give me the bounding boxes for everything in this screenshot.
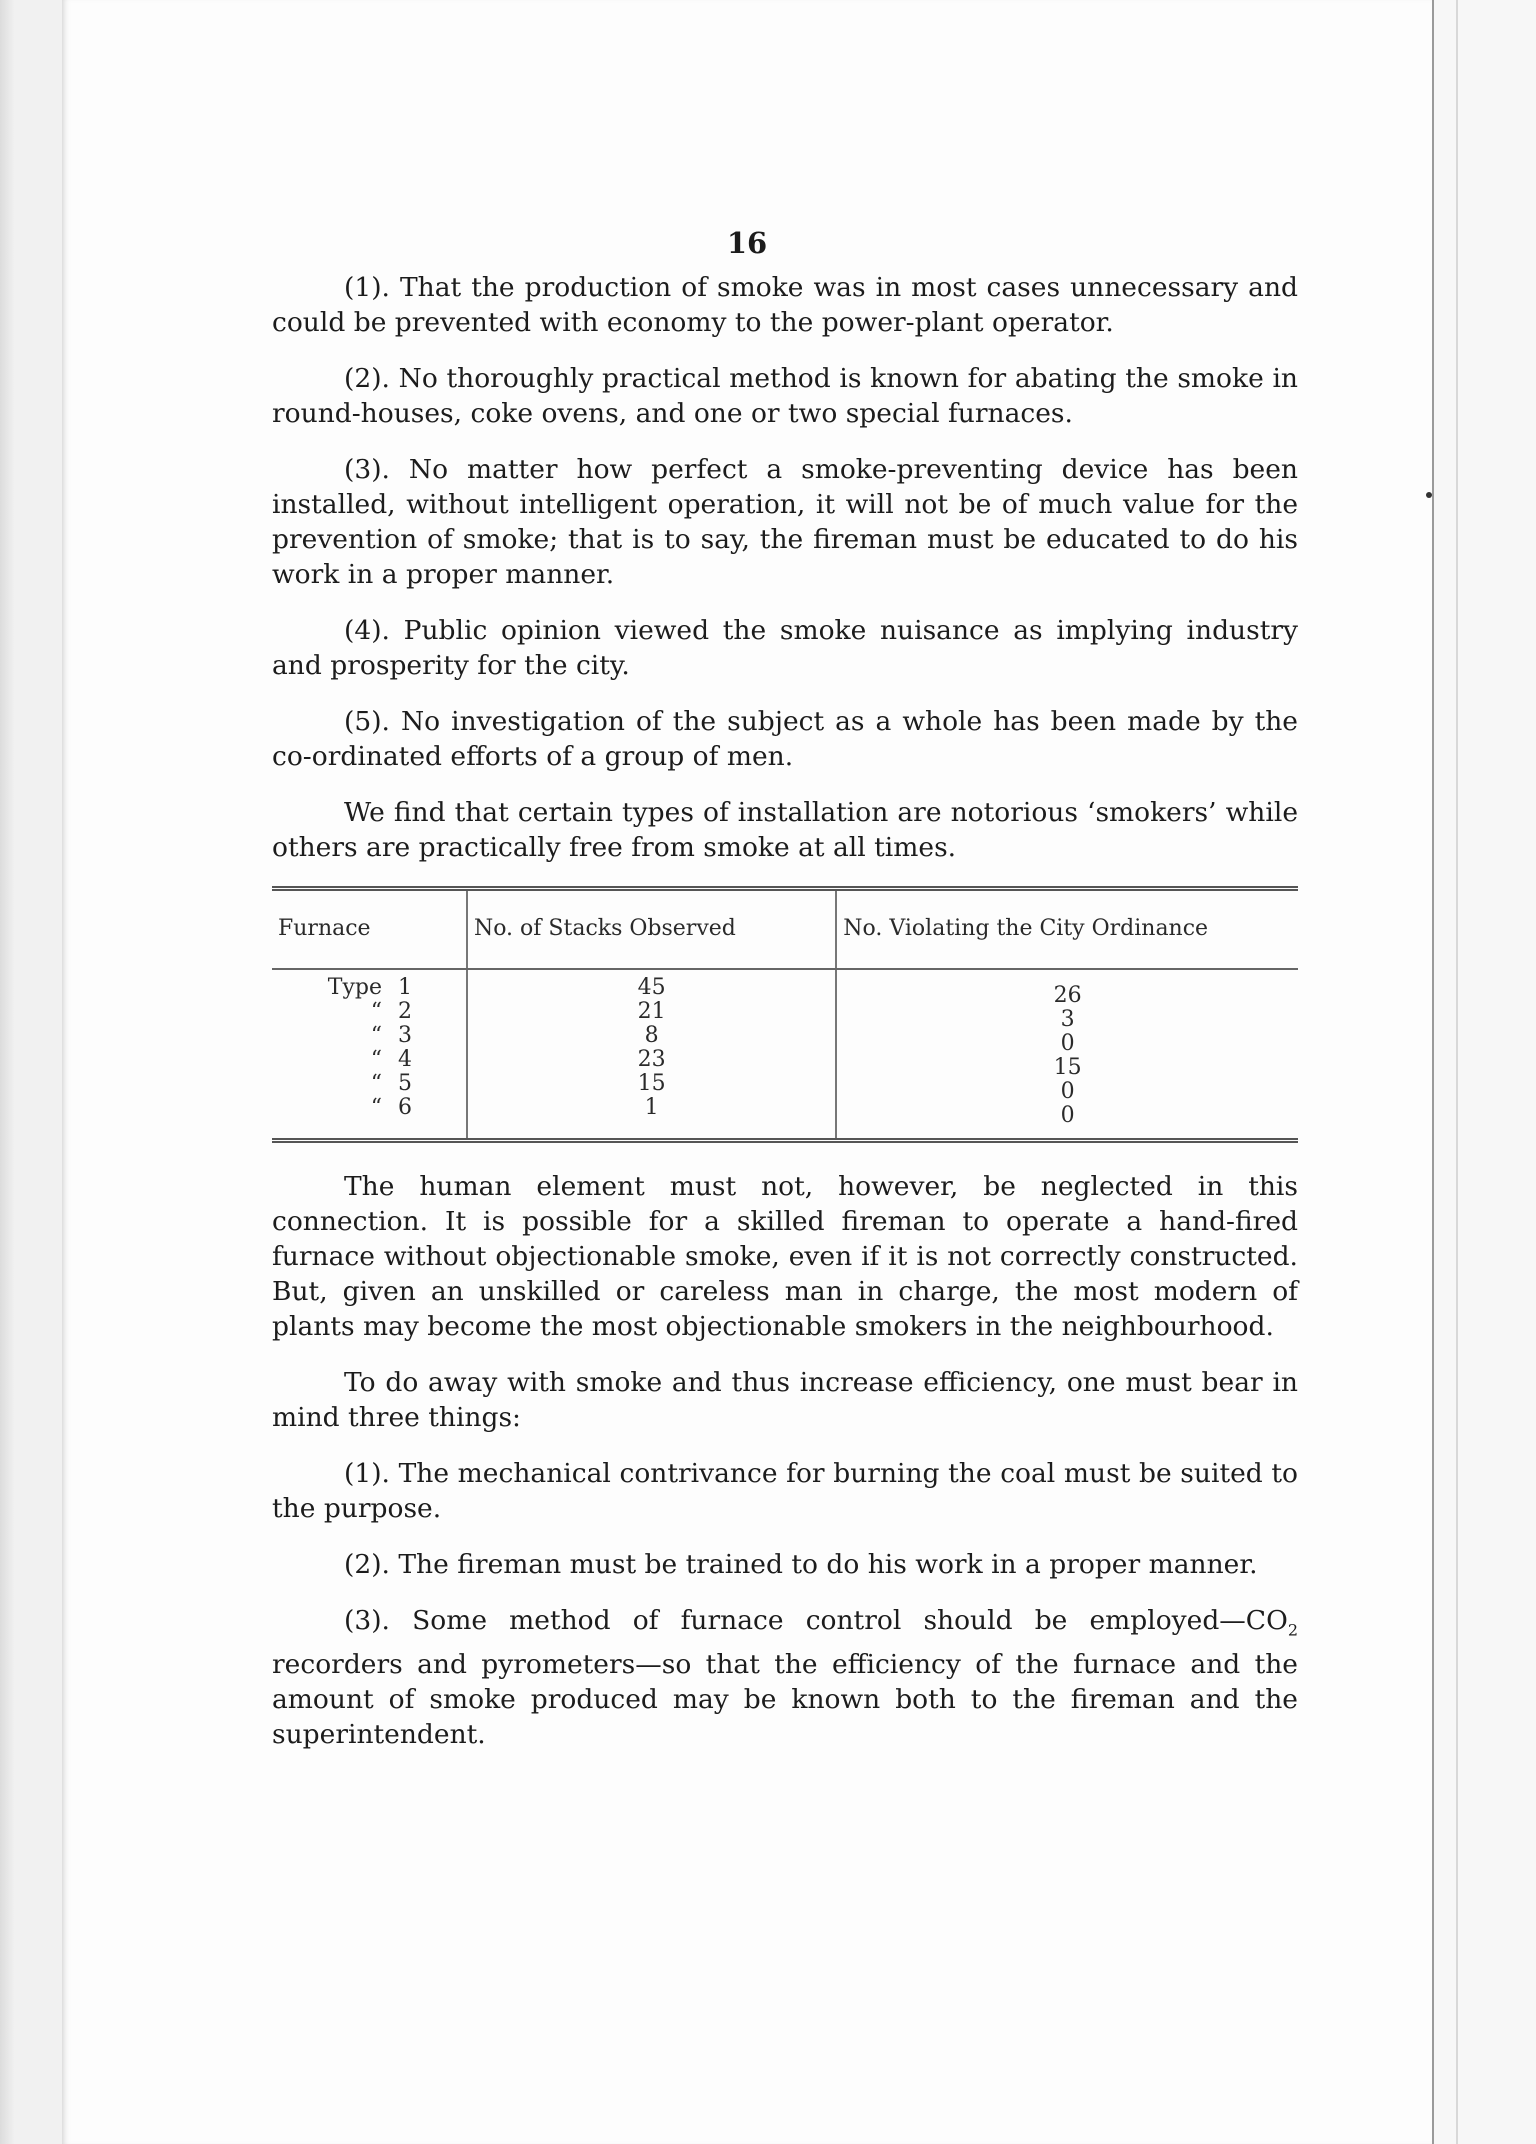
violating-value: 3 — [1060, 1007, 1075, 1032]
stacks-value: 23 — [637, 1047, 666, 1072]
stacks-value: 15 — [637, 1071, 666, 1096]
paragraph: (2). The fireman must be trained to do his work in a proper manner. — [344, 1549, 1258, 1580]
furnace-cell — [272, 969, 467, 1141]
furnace-type: “ 5 — [370, 1071, 412, 1096]
paragraph: The human element must not, however, be neglected in this connection. It is possible for a skilled fireman to operate a hand-fired furnace without objectionable smoke, even if it is not correctly constructed. But, given an unskilled or careless man in charge, the most modern of plants may become the most objectionable smokers in the neighbourhood. — [272, 1171, 1298, 1342]
violating-value: 26 — [1053, 983, 1082, 1008]
subscript: 2 — [1287, 1620, 1298, 1640]
paragraph: (1). The mechanical contrivance for burning the coal must be suited to the purpose. — [272, 1458, 1298, 1524]
paragraph: To do away with smoke and thus increase efficiency, one must bear in mind three things: — [272, 1367, 1298, 1433]
page-left-edge — [0, 0, 14, 2144]
stacks-value: 8 — [644, 1023, 659, 1048]
table-header-row — [272, 889, 1298, 970]
paragraph-text: recorders and pyrometers—so that the efficiency of the furnace and the amount of smoke produced may be known both to the fireman and the superintendent. — [272, 1649, 1298, 1751]
header-furnace: Furnace — [272, 889, 467, 970]
violating-value: 0 — [1060, 1103, 1075, 1128]
furnace-type: “ 6 — [370, 1095, 412, 1120]
furnace-type: “ 3 — [370, 1023, 412, 1048]
paragraph: (3). No matter how perfect a smoke-preventing device has been installed, without intelligent operation, it will not be of much value for the prevention of smoke; that is to say, the fireman must be educated to do his work in a proper manner. — [272, 454, 1298, 590]
violating-value: 15 — [1053, 1055, 1082, 1080]
paragraph: (1). That the production of smoke was in most cases unnecessary and could be prevented with economy to the power-plant operator. — [272, 272, 1298, 338]
facing-page-edge — [1432, 0, 1536, 2144]
stacks-value: 45 — [637, 975, 666, 1000]
paragraph-text: (3). Some method of furnace control should be employed—CO — [344, 1605, 1288, 1636]
body-text — [272, 270, 1298, 1773]
document-page — [62, 0, 1432, 2144]
header-stacks-observed: No. of Stacks Observed — [467, 889, 836, 970]
furnace-type: Type 1 — [327, 975, 412, 1000]
page-number: 16 — [726, 226, 768, 260]
violating-cell — [836, 969, 1298, 1141]
paragraph: (4). Public opinion viewed the smoke nuisance as implying industry and prosperity for the city. — [272, 615, 1298, 681]
header-violating: No. Violating the City Ordinance — [836, 889, 1298, 970]
violating-value: 0 — [1060, 1079, 1075, 1104]
violating-value: 0 — [1060, 1031, 1075, 1056]
furnace-type: “ 2 — [370, 999, 412, 1024]
stacks-value: 21 — [637, 999, 666, 1024]
stacks-cell — [467, 969, 836, 1141]
furnace-type: “ 4 — [370, 1047, 412, 1072]
paragraph — [272, 1603, 1298, 1752]
furnace-table — [272, 886, 1298, 1143]
paragraph: (2). No thoroughly practical method is known for abating the smoke in round-houses, coke ovens, and one or two special furnaces. — [272, 363, 1298, 429]
paragraph: We find that certain types of installation are notorious ‘smokers’ while others are practically free from smoke at all times. — [272, 797, 1298, 863]
stacks-value: 1 — [644, 1095, 659, 1120]
table-row — [272, 969, 1298, 1141]
paragraph: (5). No investigation of the subject as a whole has been made by the co-ordinated efforts of a group of men. — [272, 706, 1298, 772]
